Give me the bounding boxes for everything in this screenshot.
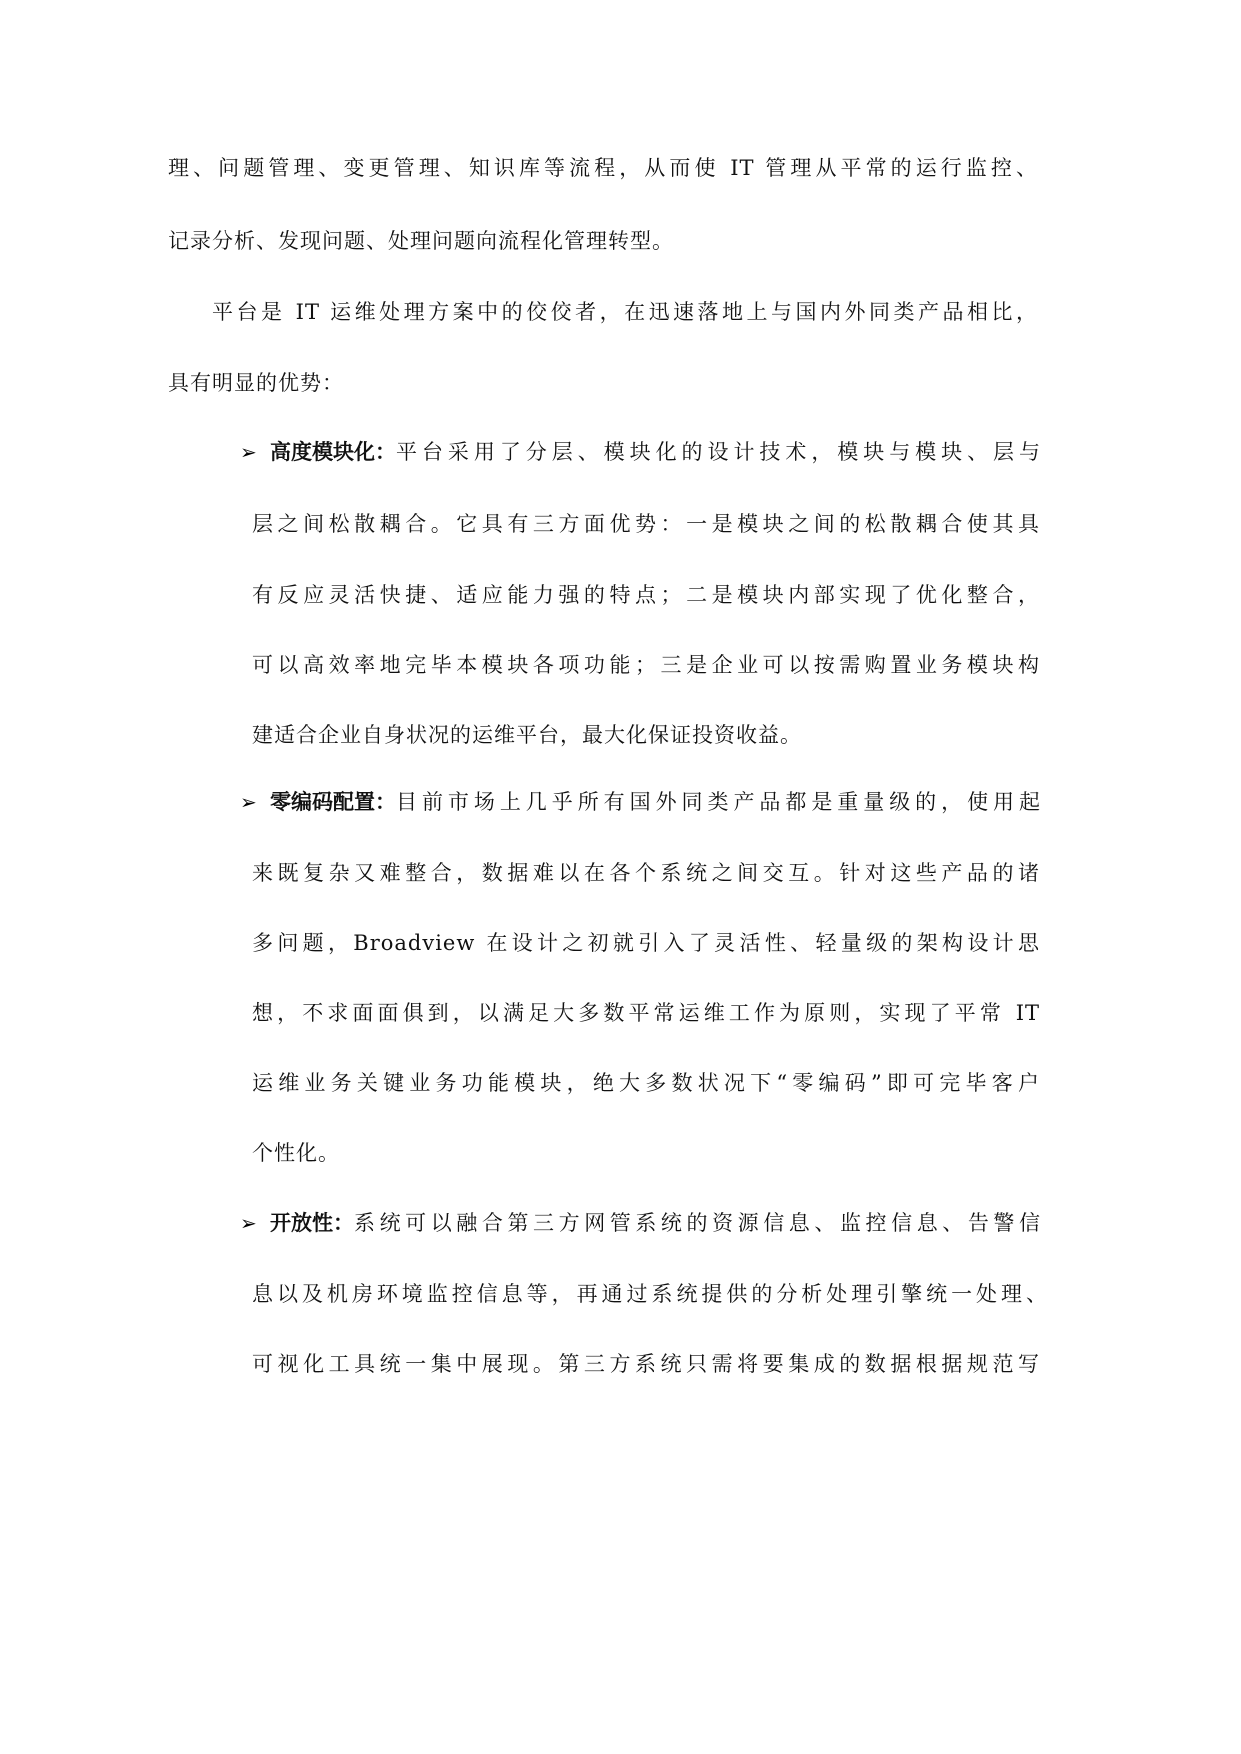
paragraph-line: 理、问题管理、变更管理、知识库等流程，从而使 IT 管理从平常的运行监控、 [168,156,1038,180]
bullet-item [240,787,1040,817]
bullet-continuation-line: 有反应灵活快捷、适应能力强的特点；二是模块内部实现了优化整合， [252,583,1040,607]
bullet-text: 平台采用了分层、模块化的设计技术，模块与模块、层与 [396,440,1040,464]
bullet-continuation-line: 来既复杂又难整合，数据难以在各个系统之间交互。针对这些产品的诸 [252,861,1040,885]
bullet-continuation-line: 多问题，Broadview 在设计之初就引入了灵活性、轻量级的架构设计思 [252,931,1040,955]
bullet-title: 开放性： [270,1210,354,1235]
arrow-bullet-icon: ➢ [240,440,257,464]
bullet-item [240,437,1040,467]
bullet-continuation-line: 建适合企业自身状况的运维平台，最大化保证投资收益。 [252,723,802,747]
arrow-bullet-icon: ➢ [240,1211,257,1235]
arrow-bullet-icon: ➢ [240,790,257,814]
bullet-continuation-line: 可视化工具统一集中展现。第三方系统只需将要集成的数据根据规范写 [252,1352,1040,1376]
bullet-continuation-line: 层之间松散耦合。它具有三方面优势：一是模块之间的松散耦合使其具 [252,512,1040,536]
bullet-title: 零编码配置： [270,789,396,814]
bullet-continuation-line: 息以及机房环境监控信息等，再通过系统提供的分析处理引擎统一处理、 [252,1282,1048,1306]
bullet-continuation-line: 想，不求面面俱到，以满足大多数平常运维工作为原则，实现了平常 IT [252,1001,1040,1025]
bullet-continuation-line: 个性化。 [252,1141,340,1165]
bullet-text: 目前市场上几乎所有国外同类产品都是重量级的，使用起 [396,790,1040,814]
bullet-continuation-line: 运维业务关键业务功能模块，绝大多数状况下“零编码”即可完毕客户 [252,1071,1040,1095]
paragraph-line: 具有明显的优势： [168,371,344,395]
paragraph-line: 记录分析、发现问题、处理问题向流程化管理转型。 [168,229,674,253]
bullet-item [240,1208,1040,1238]
bullet-title: 高度模块化： [270,439,396,464]
bullet-text: 系统可以融合第三方网管系统的资源信息、监控信息、告警信 [354,1211,1040,1235]
bullet-continuation-line: 可以高效率地完毕本模块各项功能；三是企业可以按需购置业务模块构 [252,653,1040,677]
paragraph-line: 平台是 IT 运维处理方案中的佼佼者，在迅速落地上与国内外同类产品相比， [212,300,1038,324]
